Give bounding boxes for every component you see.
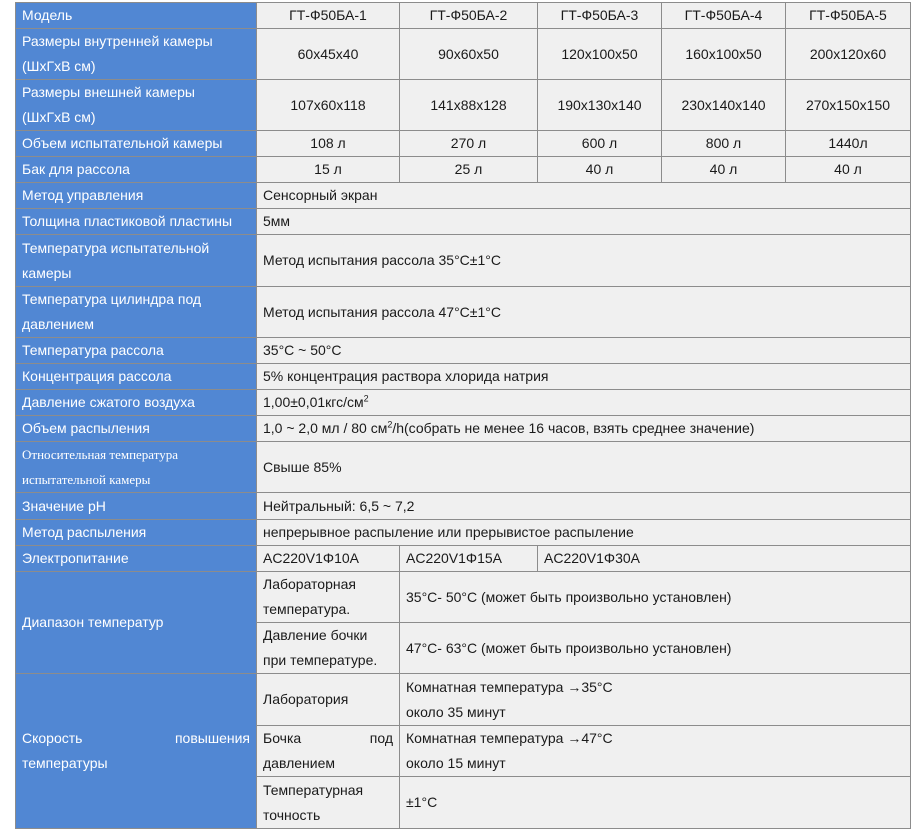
temp-range-lab-value: 35°C- 50°C (может быть произвольно установлен) bbox=[400, 572, 911, 623]
heat-rate-barrel-value: Комнатная температура →47°C около 15 минут bbox=[400, 726, 911, 777]
ph-label: Значение pH bbox=[16, 493, 257, 520]
spray-volume-label: Объем распыления bbox=[16, 416, 257, 442]
outer-size-value: 190х130х140 bbox=[538, 80, 662, 131]
tank-value: 40 л bbox=[662, 157, 786, 183]
brine-temp-value: 35°C ~ 50°C bbox=[257, 338, 911, 364]
model-3: ГТ-Ф50БА-3 bbox=[538, 3, 662, 29]
temp-range-row bbox=[16, 572, 911, 623]
ph-row bbox=[16, 493, 911, 520]
heat-rate-lab-label: Лаборатория bbox=[257, 674, 400, 726]
inner-size-value: 90х60х50 bbox=[400, 29, 538, 80]
inner-size-value: 120х100х50 bbox=[538, 29, 662, 80]
inner-size-value: 60х45х40 bbox=[257, 29, 400, 80]
power-value: AC220V1Φ30A bbox=[538, 546, 911, 572]
heat-rate-accuracy-value: ±1°C bbox=[400, 777, 911, 829]
temp-range-label: Диапазон температур bbox=[16, 572, 257, 674]
heat-rate-barrel-label: Бочка под давлением bbox=[257, 726, 400, 777]
control-row bbox=[16, 183, 911, 209]
volume-value: 270 л bbox=[400, 131, 538, 157]
tank-value: 25 л bbox=[400, 157, 538, 183]
header-row bbox=[16, 3, 911, 29]
power-row bbox=[16, 546, 911, 572]
plate-value: 5мм bbox=[257, 209, 911, 235]
spec-table bbox=[15, 2, 911, 829]
air-pressure-row bbox=[16, 390, 911, 416]
temp-range-lab-label: Лабораторная температура. bbox=[257, 572, 400, 623]
air-pressure-label: Давление сжатого воздуха bbox=[16, 390, 257, 416]
spray-volume-row bbox=[16, 416, 911, 442]
inner-size-value: 200х120х60 bbox=[786, 29, 911, 80]
spray-volume-value: 1,0 ~ 2,0 мл / 80 $см^2/h(собрать$ не менее 16 часов, взять среднее значение) bbox=[257, 416, 911, 442]
outer-size-row bbox=[16, 80, 911, 131]
power-value: AC220V1Φ15A bbox=[400, 546, 538, 572]
heat-rate-label: Скорость повышения температуры bbox=[16, 674, 257, 829]
concentration-row bbox=[16, 364, 911, 390]
volume-value: 1440л bbox=[786, 131, 911, 157]
power-value: AC220V1Φ10A bbox=[257, 546, 400, 572]
spray-method-row bbox=[16, 520, 911, 546]
humidity-row bbox=[16, 442, 911, 493]
control-label: Метод управления bbox=[16, 183, 257, 209]
air-pressure-value: $1,00\pm 0,01кгс/см^2$ bbox=[257, 390, 911, 416]
humidity-value: Свыше 85% bbox=[257, 442, 911, 493]
brine-temp-label: Температура рассола bbox=[16, 338, 257, 364]
humidity-label: Относительная температура испытательной камеры bbox=[16, 442, 257, 493]
ph-value: Нейтральный: 6,5 ~ 7,2 bbox=[257, 493, 911, 520]
tank-row bbox=[16, 157, 911, 183]
model-4: ГТ-Ф50БА-4 bbox=[662, 3, 786, 29]
volume-value: 800 л bbox=[662, 131, 786, 157]
tank-value: 15 л bbox=[257, 157, 400, 183]
inner-size-label: Размеры внутренней камеры (ШхГхВ см) bbox=[16, 29, 257, 80]
outer-size-value: 141х88х128 bbox=[400, 80, 538, 131]
tank-value: 40 л bbox=[538, 157, 662, 183]
outer-size-value: 230х140х140 bbox=[662, 80, 786, 131]
plate-label: Толщина пластиковой пластины bbox=[16, 209, 257, 235]
outer-size-value: 270х150х150 bbox=[786, 80, 911, 131]
cyl-temp-label: Температура цилиндра под давлением bbox=[16, 287, 257, 338]
plate-row bbox=[16, 209, 911, 235]
outer-size-value: 107х60х118 bbox=[257, 80, 400, 131]
temp-range-barrel-value: 47°C- 63°C (может быть произвольно установлен) bbox=[400, 623, 911, 674]
brine-temp-row bbox=[16, 338, 911, 364]
chamber-temp-value: Метод испытания рассола 35°C±1°C bbox=[257, 235, 911, 287]
spray-method-label: Метод распыления bbox=[16, 520, 257, 546]
model-2: ГТ-Ф50БА-2 bbox=[400, 3, 538, 29]
chamber-temp-row bbox=[16, 235, 911, 287]
heat-rate-accuracy-label: Температурная точность bbox=[257, 777, 400, 829]
temp-range-barrel-label: Давление бочки при температуре. bbox=[257, 623, 400, 674]
cyl-temp-row bbox=[16, 287, 911, 338]
model-label: Модель bbox=[16, 3, 257, 29]
model-1: ГТ-Ф50БА-1 bbox=[257, 3, 400, 29]
model-5: ГТ-Ф50БА-5 bbox=[786, 3, 911, 29]
volume-value: 600 л bbox=[538, 131, 662, 157]
inner-size-value: 160х100х50 bbox=[662, 29, 786, 80]
tank-value: 40 л bbox=[786, 157, 911, 183]
volume-value: 108 л bbox=[257, 131, 400, 157]
cyl-temp-value: Метод испытания рассола 47°C±1°C bbox=[257, 287, 911, 338]
tank-label: Бак для рассола bbox=[16, 157, 257, 183]
outer-size-label: Размеры внешней камеры (ШхГхВ см) bbox=[16, 80, 257, 131]
inner-size-row bbox=[16, 29, 911, 80]
heat-rate-row bbox=[16, 674, 911, 726]
control-value: Сенсорный экран bbox=[257, 183, 911, 209]
spray-method-value: непрерывное распыление или прерывистое распыление bbox=[257, 520, 911, 546]
concentration-value: 5% концентрация раствора хлорида натрия bbox=[257, 364, 911, 390]
concentration-label: Концентрация рассола bbox=[16, 364, 257, 390]
chamber-temp-label: Температура испытательной камеры bbox=[16, 235, 257, 287]
volume-row bbox=[16, 131, 911, 157]
power-label: Электропитание bbox=[16, 546, 257, 572]
heat-rate-lab-value: Комнатная температура →35°C около 35 минут bbox=[400, 674, 911, 726]
volume-label: Объем испытательной камеры bbox=[16, 131, 257, 157]
